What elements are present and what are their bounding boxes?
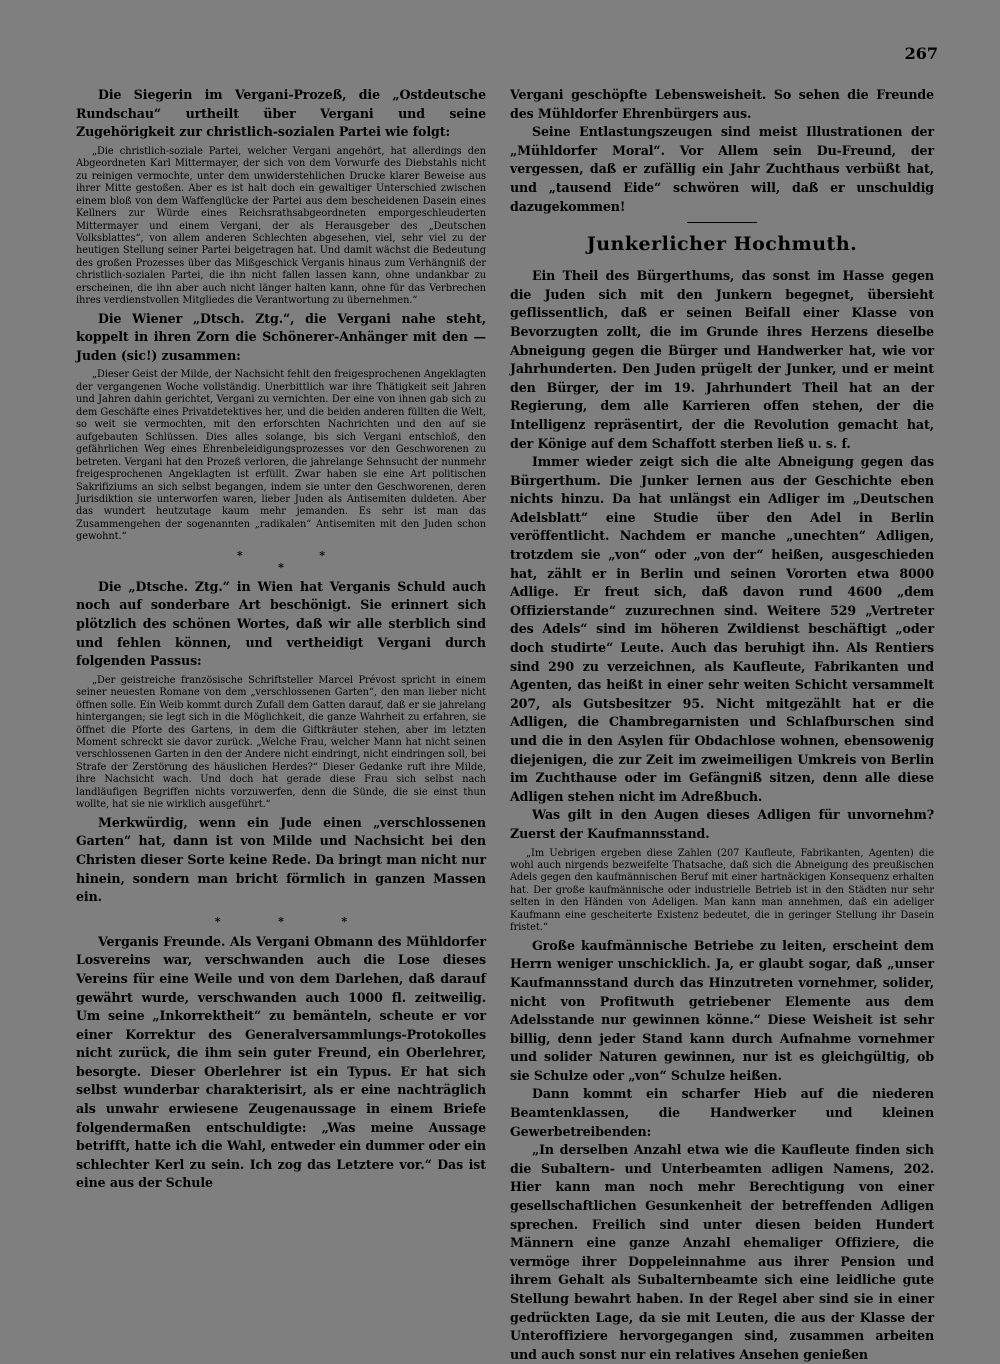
divider-stars: * *	[236, 548, 326, 562]
paragraph: Seine Entlastungszeugen sind meist Illustrationen der „Mühldorfer Moral“. Vor Allem sein Du-Freund, der vergessen, daß er zufällig ein Jahr Zuchthaus verbüßt hat, und „tausend Eide“ schwören will, daß er unschuldig dazugekommen!	[510, 124, 934, 214]
divider-rule	[687, 222, 757, 223]
paragraph: Die „Dtsche. Ztg.“ in Wien hat Verganis Schuld auch noch auf sonderbare Art beschönigt. Sie erinnert sich plötzlich des schönen Wortes, daß wir alle sterblich sind und fehlen können, und vertheidigt Vergani durch folgenden Passus:	[76, 578, 486, 669]
divider-stars: *	[278, 560, 284, 574]
section-divider	[76, 550, 486, 574]
paragraph: Dann kommt ein scharfer Hieb auf die niederen Beamtenklassen, die Handwerker und kleinen Gewerbetreibenden:	[510, 1086, 934, 1139]
quote-block: „Die christlich-soziale Partei, welcher Vergani angehört, hat allerdings den Abgeordneten Karl Mittermayer, der sich von dem Vorwurfe des Diebstahls nicht zu reinigen vermochte, unter dem unwiderstehlichen Drucke klarer Beweise aus ihrer Mitte gestoßen. Aber es ist halt doch ein gewaltiger Unterschied zwischen einem bloß von dem Waffenglücke der Partei aus dem bescheidenen Dasein eines Kellners zur Würde eines Reichsrathsabgeordneten emporgeschleuderten Mittermayer und einem Vergani, der als Herausgeber des „Deutschen Volksblattes“, von allem anderen Schlechten abgesehen, viel, sehr viel zu der heutigen Stellung seiner Partei beigetragen hat. Und damit wächst die Bedeutung des großen Prozesses über das Mißgeschick Verganis hinaus zum Verhängniß der christlich-sozialen Partei, die ihn nicht fallen lassen kann, ohne undankbar zu erscheinen, die ihn aber auch nicht länger halten kann, ohne für das Verbrechen ihres verdienstvollen Mitgliedes die Verantwortung zu übernehmen.“	[76, 145, 486, 307]
article-headline: Junkerlicher Hochmuth.	[586, 233, 858, 256]
paragraph: Vergani geschöpfte Lebensweisheit. So sehen die Freunde des Mühldorfer Ehrenbürgers aus.	[510, 87, 934, 121]
paragraph: Die Siegerin im Vergani-Prozeß, die „Ostdeutsche Rundschau“ urtheilt über Vergani und seine Zugehörigkeit zur christlich-sozialen Partei wie folgt:	[76, 87, 486, 140]
paragraph: Was gilt in den Augen dieses Adligen für unvornehm? Zuerst der Kaufmannsstand.	[510, 807, 934, 841]
paragraph: „In derselben Anzahl etwa wie die Kaufleute finden sich die Subaltern- und Unterbeamten adligen Namens, 202. Hier kann man noch mehr Berechtigung von einer gesellschaftlichen Gesunkenheit der betreffenden Adligen sprechen. Freilich sind unter diesen beiden Hundert Männern eine ganze Anzahl ehemaliger Offiziere, die vermöge ihrer Doppeleinnahme aus ihrer Pension und ihrem Gehalt als Subalternbeamte sich eine leidliche gute Stellung bewahrt haben. In der Regel aber sind sie in einer gedrückten Lage, da sie mit Leuten, die aus der Klasse der Unteroffiziere hervorgegangen sind, zusammen arbeiten und auch sonst nur ein relatives Ansehen genießen	[510, 1142, 934, 1362]
paragraph: Die Wiener „Dtsch. Ztg.“, die Vergani nahe steht, koppelt in ihren Zorn die Schönerer-Anhänger mit den — Juden (sic!) zusammen:	[76, 310, 486, 363]
quote-block: „Der geistreiche französische Schriftsteller Marcel Prévost spricht in einem seiner neuesten Romane von dem „verschlossenen Garten“, den man lieber nicht öffnen solle. Ein Weib kommt durch Zufall dem Gatten darauf, daß er sie jahrelang hintergangen; sie legt sich in die Möglichkeit, die ganze Wahrheit zu erfahren, sie öffnet die Pforte des Gartens, in dem die Giftkräuter stehen, aber im letzten Moment schreckt sie davor zurück. „Welche Frau, welcher Mann hat nicht seinen verschlossenen Garten in den der Andere nicht eindringt, nicht eindringen soll, bei Strafe der Zerstörung des häuslichen Herdes?“ Dieser Gedanke ruft ihre Milde, ihre Nachsicht wach. Und doch hat gerade diese Frau sich selbst nach landläufigen Begriffen nichts vorzuwerfen, denn die Sünde, die sie einst thun wollte, hat sie nie wirklich ausgeführt.“	[76, 674, 486, 811]
paragraph: Immer wieder zeigt sich die alte Abneigung gegen das Bürgerthum. Die Junker lernen aus der Geschichte eben nichts hinzu. Da hat unlängst ein Adliger im „Deutschen Adelsblatt“ eine Studie über den Adel in Berlin veröffentlicht. Nachdem er manche „unechten“ Adligen, trotzdem sie „von“ oder „von der“ heißen, ausgeschieden hat, zählt er in Berlin und seinen Vororten etwa 8000 Adlige. Er freut sich, daß davon rund 4600 „dem Offizierstande“ zuzurechnen sind. Weitere 529 „Vertreter des Adels“ sind im höheren Zwildienst beschäftigt „oder doch studirte“ Leute. Auch das beruhigt ihn. Als Rentiers sind 290 zu verzeichnen, als Kaufleute, Fabrikanten und Agenten, das heißt in einer sehr weiten Schicht versammelt 207, als Gutsbesitzer 95. Nicht mitgezählt hat er die Adligen, die Chambregarnisten und Schlafburschen sind und die in den Asylen für Obdachlose wohnen, ebensowenig diejenigen, die zur Zeit im zweimeiligen Umkreis von Berlin im Zuchthause oder im Gefängniß sitzen, denn alle diese Adligen stehen nicht im Adreßbuch.	[510, 454, 934, 804]
paragraph: Verganis Freunde. Als Vergani Obmann des Mühldorfer Losvereins war, verschwanden auch die Lose dieses Vereins für eine Weile und von dem Darlehen, daß darauf gewährt wurde, verschwanden auch 1000 fl. zeitweilig. Um seine „Inkorrektheit“ zu bemänteln, scheute er vor einer Korrektur des Generalversammlungs-Protokolles nicht zurück, die ihm sein guter Freund, ein Oberlehrer, besorgte. Dieser Oberlehrer ist ein Typus. Er hat sich selbst wunderbar charakterisirt, als er eine nachträglich als unwahr erwiesene Zeugenaussage in einem Briefe folgendermaßen entschuldigte: „Was meine Aussage betrifft, hatte ich die Wahl, entweder ein dummer oder ein schlechter Kerl zu sein. Ich zog das Letztere vor.“ Das ist eine aus der Schule	[76, 933, 486, 1191]
paragraph: Große kaufmännische Betriebe zu leiten, erscheint dem Herrn weniger unschicklich. Ja, er glaubt sogar, daß „unser Kaufmannsstand durch das Hinzutreten vornehmer, solider, nicht von Profitwuth getriebener Elemente aus dem Adelsstande nur gewinnen könne.“ Diese Weisheit ist sehr billig, denn jeder Stand kann durch Aufnahme vornehmer und solider Naturen gewinnen, nur ist es gleichgültig, ob sie Schulze oder „von“ Schulze heißen.	[510, 937, 934, 1083]
paragraph: Merkwürdig, wenn ein Jude einen „verschlossenen Garten“ hat, dann ist von Milde und Nachsicht bei den Christen dieser Sorte keine Rede. Da bringt man nicht nur hinein, sondern man bricht förmlich in ganzen Massen ein.	[76, 814, 486, 905]
paragraph: Ein Theil des Bürgerthums, das sonst im Hasse gegen die Juden sich mit den Junkern begegnet, übersieht geflissentlich, daß er seinen Beifall einer Klasse von Bevorzugten zollt, die im Grunde ihres Herzens dieselbe Abneigung gegen die Bürger und Handwerker hat, wie vor Jahrhunderten. Den Juden prügelt der Junker, und er meint den Bürger, der im 19. Jahrhundert Theil hat an der Regierung, dem alle Karrieren offen stehen, der die Intelligenz repräsentirt, der die Revolution gemacht hat, der Könige auf dem Schaffott sterben ließ u. s. f.	[510, 268, 934, 451]
quote-block: „Dieser Geist der Milde, der Nachsicht fehlt den freigesprochenen Angeklagten der vergangenen Woche vollständig. Unerbittlich war ihre Thätigkeit seit Jahren und Jahren dahin gerichtet, Vergani zu vernichten. Der eine von ihnen gab sich zu dem Geschäfte eines Privatdetektives her, und die beiden anderen füllten die Welt, so weit sie vermochten, mit den erforschten Nachrichten und den auf sie aufgebauten Schlüssen. Dies alles solange, bis sich Vergani entschloß, den gefährlichen Weg eines Ehrenbeleidigungsprozesses vor den Geschworenen zu betreten. Vergani hat den Prozeß verloren, die jahrelange Sehnsucht der nunmehr freigesprochenen Angeklagten ist erfüllt. Zwar haben sie eine Art politischen Sakrifiziums an sich selbst begangen, indem sie unter den Geschworenen, deren Jurisdiktion sie unterworfen waren, lieber Juden als Antisemiten duldeten. Aber das wundert heutzutage kaum mehr jemanden. Es sehr ist man das Zusammengehen der sogenannten „radikalen“ Antisemiten mit den Juden schon gewohnt.“	[76, 369, 486, 543]
left-column	[76, 84, 486, 1193]
section-divider: * * *	[214, 914, 348, 928]
page-number: 267	[904, 44, 938, 63]
quote-block: „Im Uebrigen ergeben diese Zahlen (207 Kaufleute, Fabrikanten, Agenten) die wohl auch nirgends bezweifelte Thatsache, daß sich die Abneigung des preußischen Adels gegen den kaufmännischen Beruf mit einer hartnäckigen Konsequenz erhalten hat. Der große kaufmännische oder industrielle Betrieb ist in den Städten nur sehr selten in den Händen von Adeligen. Man kann man annehmen, daß ein adeliger Kaufmann eine gescheiterte Existenz bedeutet, die in geringer Stellung ihr Dasein fristet.“	[510, 847, 934, 934]
right-column	[510, 84, 934, 1364]
